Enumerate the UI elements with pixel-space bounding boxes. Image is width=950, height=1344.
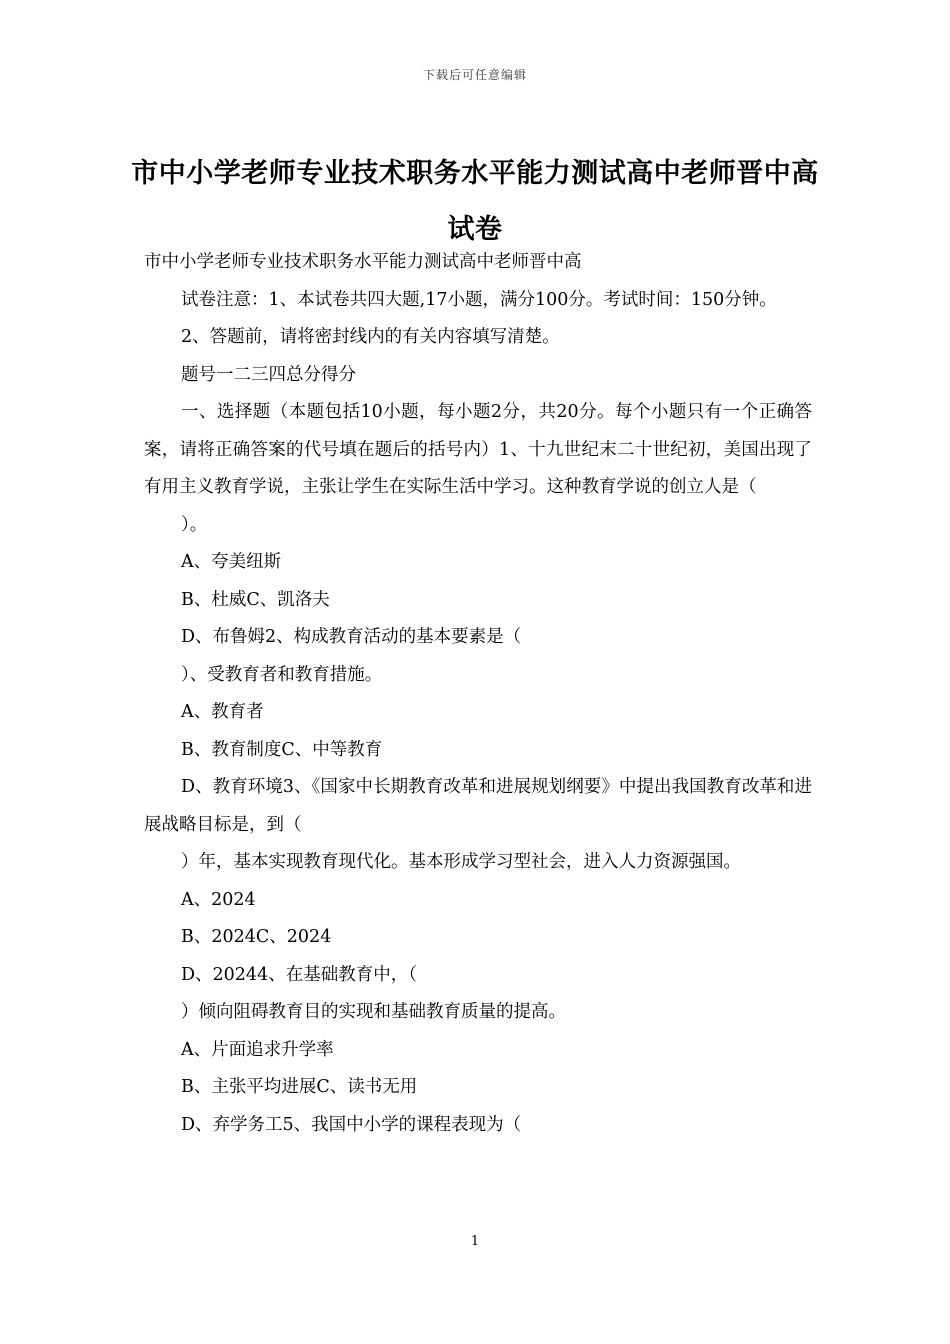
question-3-option-bc: B、2024C、2024 [181,927,332,947]
question-3-end: ）年，基本实现教育现代化。基本形成学习型社会，进入人力资源强国。 [181,852,741,872]
question-1-option-a: A、夸美纽斯 [181,552,282,572]
title-line-2: 试卷 [447,214,503,245]
question-4-option-bc: B、主张平均进展C、读书无用 [181,1077,418,1097]
question-2-option-a: A、教育者 [181,702,264,722]
question-4-option-a: A、片面追求升学率 [181,1039,334,1060]
score-table-header: 题号一二三四总分得分 [181,364,356,385]
question-4-start: D、20244、在基础教育中，（ [181,964,417,985]
page-number: 1 [470,1234,480,1249]
question-2-option-bc: B、教育制度C、中等教育 [181,739,383,760]
notice-paragraph: 试卷注意：1、本试卷共四大题,17小题，满分100分。考试时间：150分钟。 [181,289,777,310]
section-one-intro: 一、选择题（本题包括10小题，每小题2分，共20分。每个小题只有一个正确答案，请将正确答案的代号填在题后的括号内）1、十九世纪末二十世纪初，美国出现了有用主义教育学说，主张让学生在实际生活中学习。这种教育学说的创立人是（ [144,402,812,497]
question-4-end: ）倾向阻碍教育目的实现和基础教育质量的提高。 [181,1002,566,1022]
question-2-end: ）、受教育者和教育措施。 [181,664,383,685]
question-5-start: D、弃学务工5、我国中小学的课程表现为（ [181,1114,522,1135]
question-3-option-a: A、2024 [181,889,256,910]
title-line-1: 市中小学老师专业技术职务水平能力测试高中老师晋中高 [131,158,819,189]
header-note: 下载后可任意编辑 [422,68,527,82]
question-1-option-bc: B、杜威C、凯洛夫 [181,589,330,610]
document-title [120,146,830,258]
question-2-start: D、布鲁姆2、构成教育活动的基本要素是（ [181,627,522,647]
question-3-start: D、教育环境3、《国家中长期教育改革和进展规划纲要》中提出我国教育改革和进展战略目标是，到（ [144,777,812,835]
document-body [144,244,812,1144]
notice-item-2: 2、答题前，请将密封线内的有关内容填写清楚。 [181,327,560,347]
question-1-end: ）。 [181,514,208,535]
subtitle-paragraph: 市中小学老师专业技术职务水平能力测试高中老师晋中高 [144,252,582,272]
